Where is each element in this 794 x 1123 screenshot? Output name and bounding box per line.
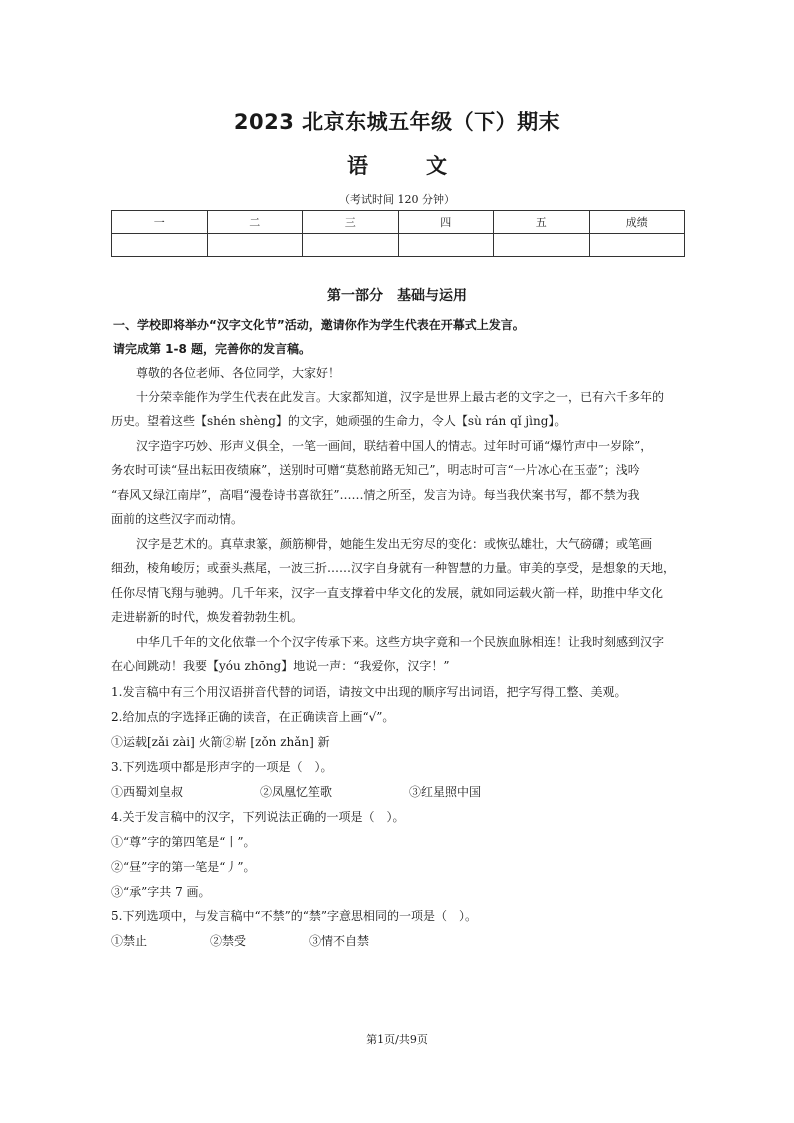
question-4-option-c: ③“承”字共 7 画。 xyxy=(111,885,211,899)
speech-line: 走进崭新的时代，焕发着勃勃生机。 xyxy=(111,610,304,624)
subject-char-2: 文 xyxy=(426,154,447,178)
speech-line: 历史。望着这些【shén shèng】的文字，她顽强的生命力，令人【sù rán qǐ jìng】。 xyxy=(111,414,567,428)
question-5-option-c: ③情不自禁 xyxy=(309,934,370,948)
part-title: 第一部分 基础与运用 xyxy=(327,288,467,304)
score-cell xyxy=(398,234,494,257)
question-3: 3.下列选项中都是形声字的一项是（ ）。 xyxy=(111,760,333,774)
score-cell xyxy=(207,234,303,257)
instruction-line-1: 一、学校即将举办“汉字文化节”活动，邀请你作为学生代表在开幕式上发言。 xyxy=(113,318,525,332)
subject-heading xyxy=(0,150,794,180)
speech-greeting: 尊敬的各位老师、各位同学，大家好！ xyxy=(136,366,341,380)
question-1: 1.发言稿中有三个用汉语拼音代替的词语，请按文中出现的顺序写出词语，把字写得工整、美观。 xyxy=(111,685,627,699)
speech-line: 十分荣幸能作为学生代表在此发言。大家都知道，汉字是世界上最古老的文字之一，已有六千多年的 xyxy=(136,390,665,404)
question-2-options: ①运载[zǎi zài] 火箭②崭 [zǒn zhǎn] 新 xyxy=(111,735,330,749)
score-table-header-row xyxy=(112,211,685,234)
question-5-option-a: ①禁止 xyxy=(111,934,148,948)
question-5-option-b: ②禁受 xyxy=(210,934,247,948)
question-3-option-a: ①西蜀刘皇叔 xyxy=(111,785,184,799)
speech-line: 在心间跳动！我要【yóu zhōng】地说一声：“我爱你，汉字！” xyxy=(111,659,450,673)
question-5: 5.下列选项中，与发言稿中“不禁”的“禁”字意思相同的一项是（ ）。 xyxy=(111,909,477,923)
question-3-option-b: ②凤凰忆笙歌 xyxy=(260,785,333,799)
page-footer: 第1页/共9页 xyxy=(366,1033,428,1046)
score-cell xyxy=(303,234,399,257)
score-col-total: 成绩 xyxy=(589,211,685,234)
question-4: 4.关于发言稿中的汉字，下列说法正确的一项是（ ）。 xyxy=(111,810,405,824)
score-cell xyxy=(112,234,208,257)
speech-line: 汉字造字巧妙、形声义俱全，一笔一画间，联结着中国人的情志。过年时可诵“爆竹声中一岁除”， xyxy=(136,439,653,453)
score-cell xyxy=(589,234,685,257)
question-4-option-b: ②“昼”字的第一笔是“丿”。 xyxy=(111,860,256,874)
speech-line: 任你尽情飞翔与驰骋。几千年来，汉字一直支撑着中华文化的发展，就如同运载火箭一样，助推中华文化 xyxy=(111,586,664,600)
score-col-5: 五 xyxy=(494,211,590,234)
speech-line: 面前的这些汉字而动情。 xyxy=(111,512,244,526)
speech-line: 务农时可读“昼出耘田夜绩麻”，送别时可赠“莫愁前路无知己”，明志时可言“一片冰心在玉壶”；浅吟 xyxy=(111,463,640,477)
score-col-1: 一 xyxy=(112,211,208,234)
question-2: 2.给加点的字选择正确的读音，在正确读音上画“√”。 xyxy=(111,710,395,724)
speech-line: “春风又绿江南岸”，高唱“漫卷诗书喜欲狂”……情之所至，发言为诗。每当我伏案书写，都不禁为我 xyxy=(111,488,640,502)
score-table xyxy=(111,210,685,257)
exam-time: （考试时间 120 分钟） xyxy=(339,193,455,206)
exam-title: 2023 北京东城五年级（下）期末 xyxy=(233,110,561,134)
score-table-blank-row xyxy=(112,234,685,257)
speech-line: 汉字是艺术的。真草隶篆，颜筋柳骨，她能生发出无穷尽的变化：或恢弘雄壮，大气磅礴；或笔画 xyxy=(136,537,653,551)
instruction-line-2: 请完成第 1-8 题，完善你的发言稿。 xyxy=(113,342,312,356)
score-col-3: 三 xyxy=(303,211,399,234)
subject-char-1: 语 xyxy=(347,154,368,178)
speech-line: 中华几千年的文化依靠一个个汉字传承下来。这些方块字竟和一个民族血脉相连！让我时刻感到汉字 xyxy=(136,635,665,649)
score-cell xyxy=(494,234,590,257)
question-4-option-a: ①“尊”字的第四笔是“丨”。 xyxy=(111,835,256,849)
speech-line: 细劲，棱角峻厉；或蚕头燕尾，一波三折……汉字自身就有一种智慧的力量。审美的享受，是想象的天地， xyxy=(111,561,676,575)
score-col-2: 二 xyxy=(207,211,303,234)
question-3-option-c: ③红星照中国 xyxy=(409,785,482,799)
score-col-4: 四 xyxy=(398,211,494,234)
